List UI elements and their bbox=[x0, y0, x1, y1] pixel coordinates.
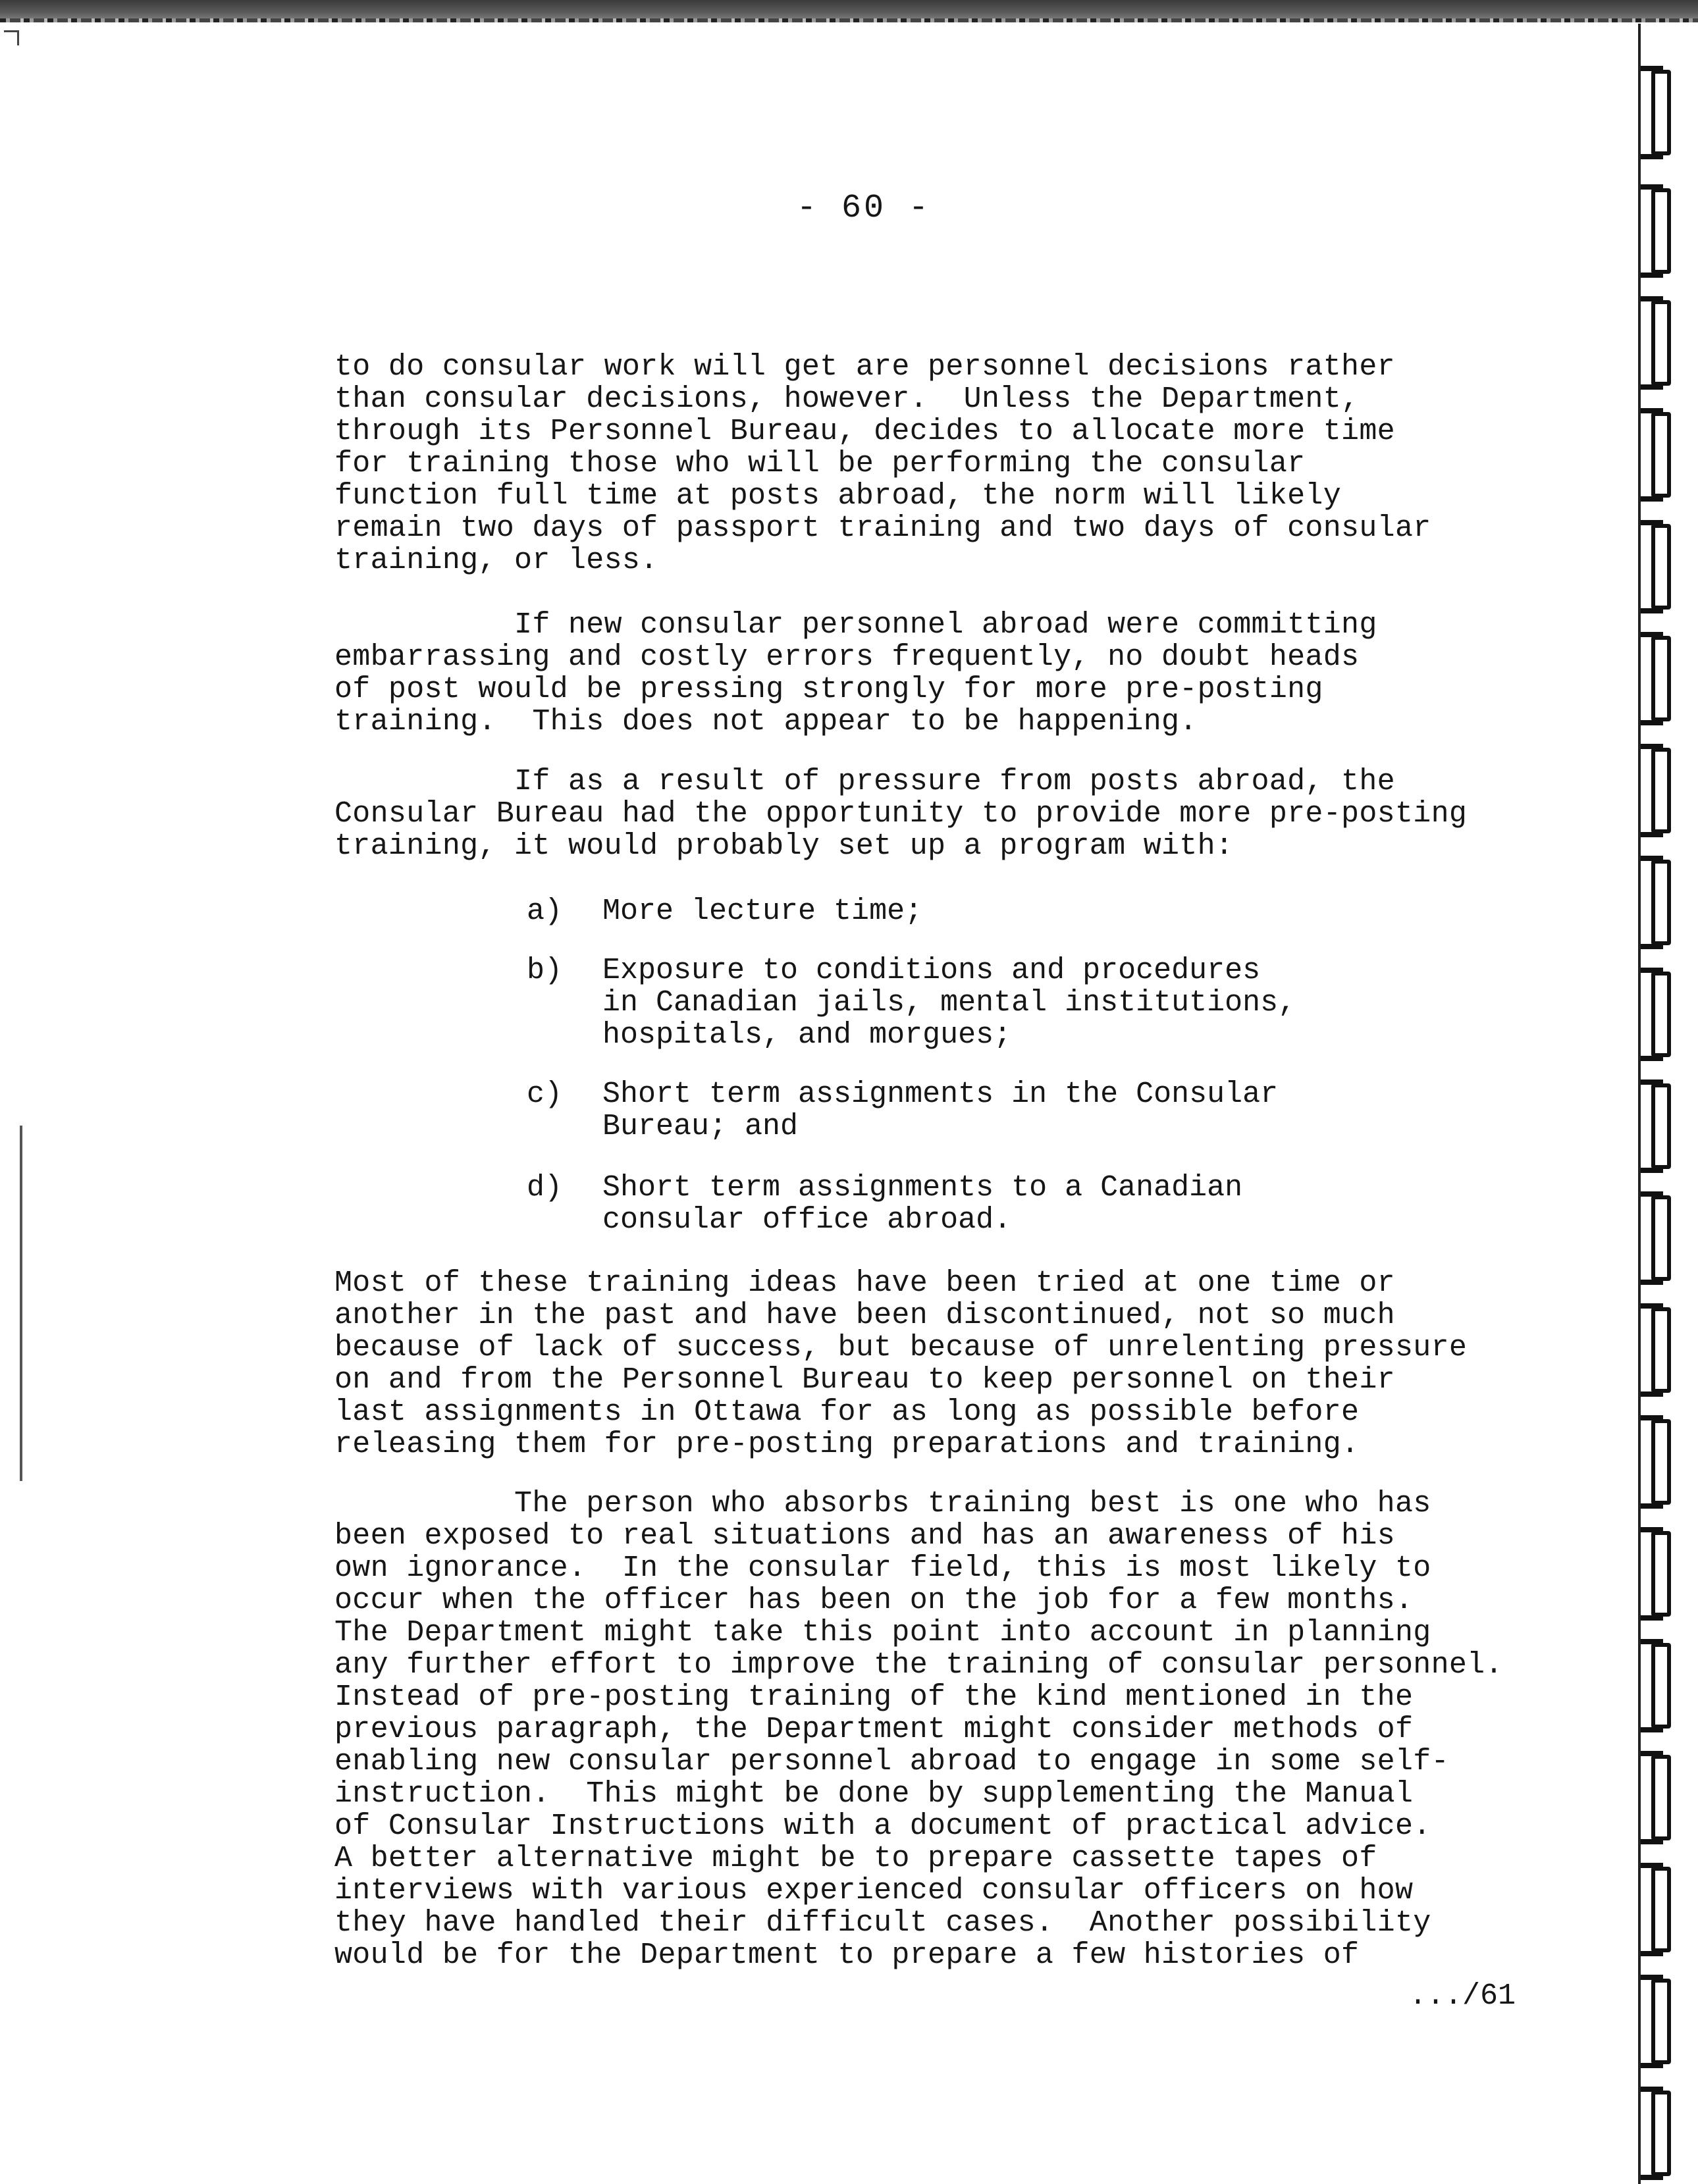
list-marker: b) bbox=[527, 954, 563, 987]
binding-ring bbox=[1651, 300, 1671, 386]
binding-ring bbox=[1651, 1419, 1671, 1505]
binding-ring bbox=[1651, 860, 1671, 945]
list-item-text: Short term assignments in the Consular Bureau; and bbox=[602, 1078, 1279, 1143]
binding-ring bbox=[1651, 1307, 1671, 1393]
binding-ring bbox=[1651, 1531, 1671, 1617]
binding-ring bbox=[1651, 70, 1671, 155]
list-marker: a) bbox=[527, 895, 563, 928]
page-number: - 60 - bbox=[797, 190, 932, 227]
paragraph-3: If as a result of pressure from posts abroad, the Consular Bureau had the opportunity to provide more pre-posting training, it would probably set up a program with: bbox=[334, 765, 1468, 863]
paragraph-2: If new consular personnel abroad were committing embarrassing and costly errors frequently, no doubt heads of post would be pressing strongly for more pre-posting training. This does not appear to be happening. bbox=[334, 608, 1377, 739]
scan-corner-mark bbox=[4, 30, 19, 45]
binding-ring bbox=[1651, 1867, 1671, 1952]
list-marker: c) bbox=[527, 1078, 563, 1111]
binding-ring bbox=[1651, 1979, 1671, 2064]
list-item-text: Short term assignments to a Canadian consular office abroad. bbox=[602, 1171, 1243, 1237]
scan-top-edge bbox=[0, 0, 1698, 22]
spiral-binding bbox=[1638, 24, 1698, 2184]
paragraph-5: The person who absorbs training best is one who has been exposed to real situations and has an awareness of his own ignorance. In the consular field, this is most likely to occur when the officer has been on the job for a few months. The Department might take this point into account in planning any further effort to improve the training of consular personnel. Instead of pre-posting training of the kind mentioned in the previous paragraph, the Department might consider methods of enabling new consular personnel abroad to engage in some self- instruction. This might be done by supplementing the Manual of Consular Instructions with a document of practical advice. A better alternative might be to prepare cassette tapes of interviews with various experienced consular officers on how they have handled their difficult cases. Another possibility would be for the Department to prepare a few histories of bbox=[334, 1487, 1503, 1972]
binding-ring bbox=[1651, 1755, 1671, 1840]
continuation-marker: .../61 bbox=[1409, 1979, 1516, 2013]
margin-line bbox=[20, 1126, 22, 1481]
list-marker: d) bbox=[527, 1171, 563, 1205]
binding-ring bbox=[1651, 412, 1671, 498]
binding-ring bbox=[1651, 1083, 1671, 1169]
list-item-text: Exposure to conditions and procedures in Canadian jails, mental institutions, hospitals, and morgues; bbox=[602, 954, 1296, 1052]
binding-ring bbox=[1651, 748, 1671, 833]
binding-ring bbox=[1651, 524, 1671, 610]
paragraph-4: Most of these training ideas have been tried at one time or another in the past and have been discontinued, not so much because of lack of success, but because of unrelenting pressure on and from the Personnel Bureau to keep personnel on their last assignments in Ottawa for as long as possible before releasing them for pre-posting preparations and training. bbox=[334, 1266, 1468, 1461]
binding-ring bbox=[1651, 1195, 1671, 1281]
paragraph-1: to do consular work will get are personnel decisions rather than consular decisions, however. Unless the Department, through its Personnel Bureau, decides to allocate more time for training those who will be performing the consular function full time at posts abroad, the norm will likely remain two days of passport training and two days of consular training, or less. bbox=[334, 350, 1431, 577]
binding-ring bbox=[1651, 188, 1671, 274]
binding-ring bbox=[1651, 2091, 1671, 2176]
binding-ring bbox=[1651, 1643, 1671, 1729]
list-item-text: More lecture time; bbox=[602, 895, 923, 928]
binding-ring bbox=[1651, 972, 1671, 1057]
binding-ring bbox=[1651, 636, 1671, 721]
